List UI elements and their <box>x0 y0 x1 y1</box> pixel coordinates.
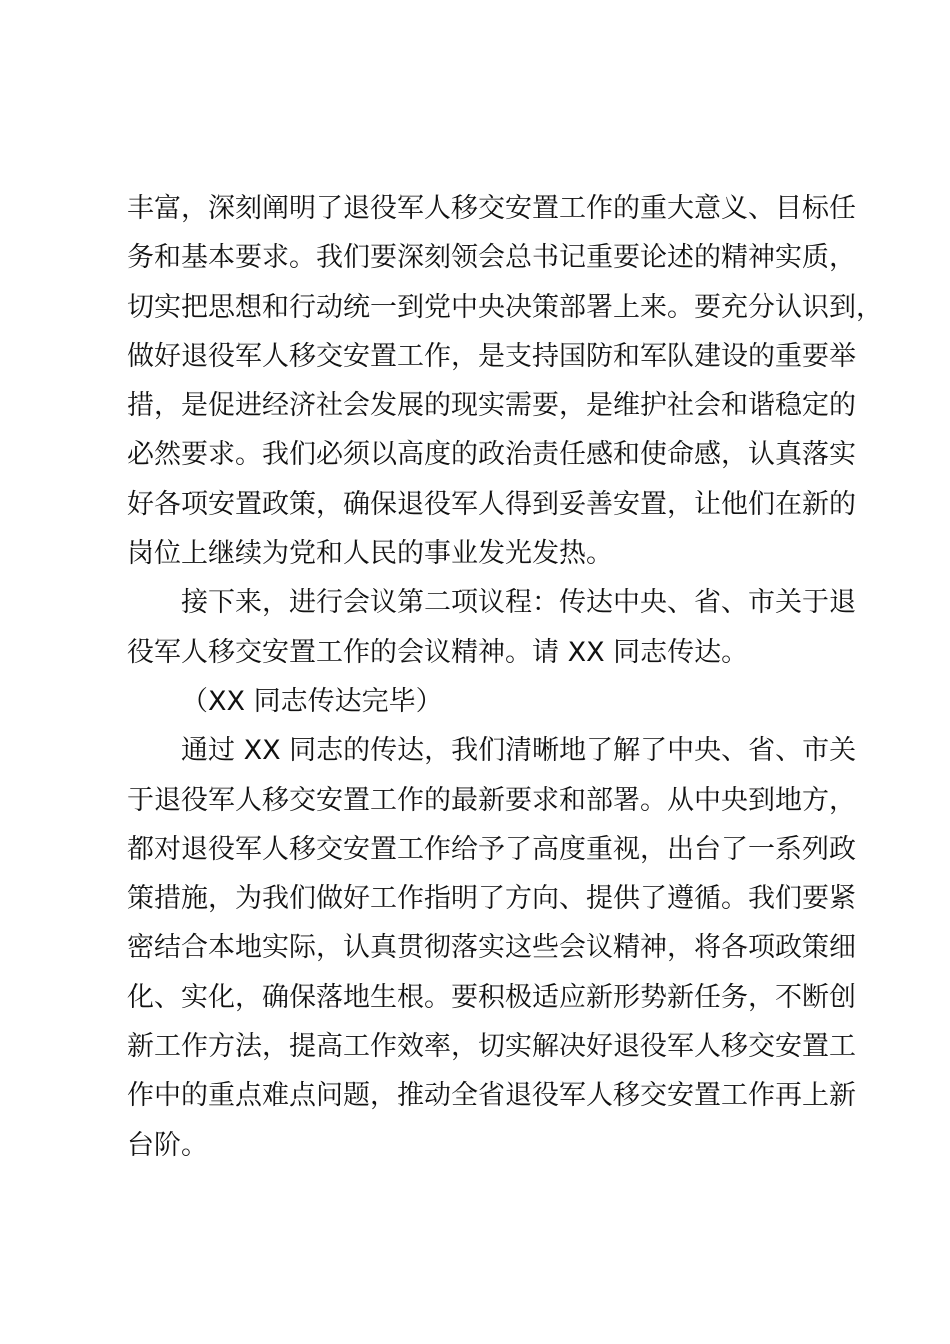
text-line: 务和基本要求。我们要深刻领会总书记重要论述的精神实质， <box>127 242 856 274</box>
text-line: 新工作方法，提高工作效率，切实解决好退役军人移交安置工 <box>127 1031 856 1063</box>
text-line: 切实把思想和行动统一到党中央决策部署上来。要充分认识到， <box>127 291 883 323</box>
text-line: 作中的重点难点问题，推动全省退役军人移交安置工作再上新 <box>127 1080 856 1112</box>
body-text <box>127 184 883 1170</box>
text-line: 都对退役军人移交安置工作给予了高度重视，出台了一系列政 <box>127 833 856 865</box>
parenthetical-note: （XX 同志传达完毕） <box>181 685 443 717</box>
text-line: 好各项安置政策，确保退役军人得到妥善安置，让他们在新的 <box>127 488 856 520</box>
text-line: 岗位上继续为党和人民的事业发光发热。 <box>127 538 613 570</box>
text-line: 化、实化，确保落地生根。要积极适应新形势新任务，不断创 <box>127 981 856 1013</box>
paragraph-start-line: 接下来，进行会议第二项议程：传达中央、省、市关于退 <box>181 587 856 619</box>
text-line: 措，是促进经济社会发展的现实需要，是维护社会和谐稳定的 <box>127 390 856 422</box>
text-line: 役军人移交安置工作的会议精神。请 XX 同志传达。 <box>127 636 749 668</box>
text-line: 丰富，深刻阐明了退役军人移交安置工作的重大意义、目标任 <box>127 193 856 224</box>
paragraph-start-line: 通过 XX 同志的传达，我们清晰地了解了中央、省、市关 <box>181 735 857 767</box>
text-line: 台阶。 <box>127 1129 208 1161</box>
text-line: 于退役军人移交安置工作的最新要求和部署。从中央到地方， <box>127 784 856 816</box>
text-line: 策措施，为我们做好工作指明了方向、提供了遵循。我们要紧 <box>127 883 856 915</box>
text-line: 做好退役军人移交安置工作，是支持国防和军队建设的重要举 <box>127 340 856 372</box>
text-line: 必然要求。我们必须以高度的政治责任感和使命感，认真落实 <box>127 439 856 471</box>
text-line: 密结合本地实际，认真贯彻落实这些会议精神，将各项政策细 <box>127 932 856 964</box>
